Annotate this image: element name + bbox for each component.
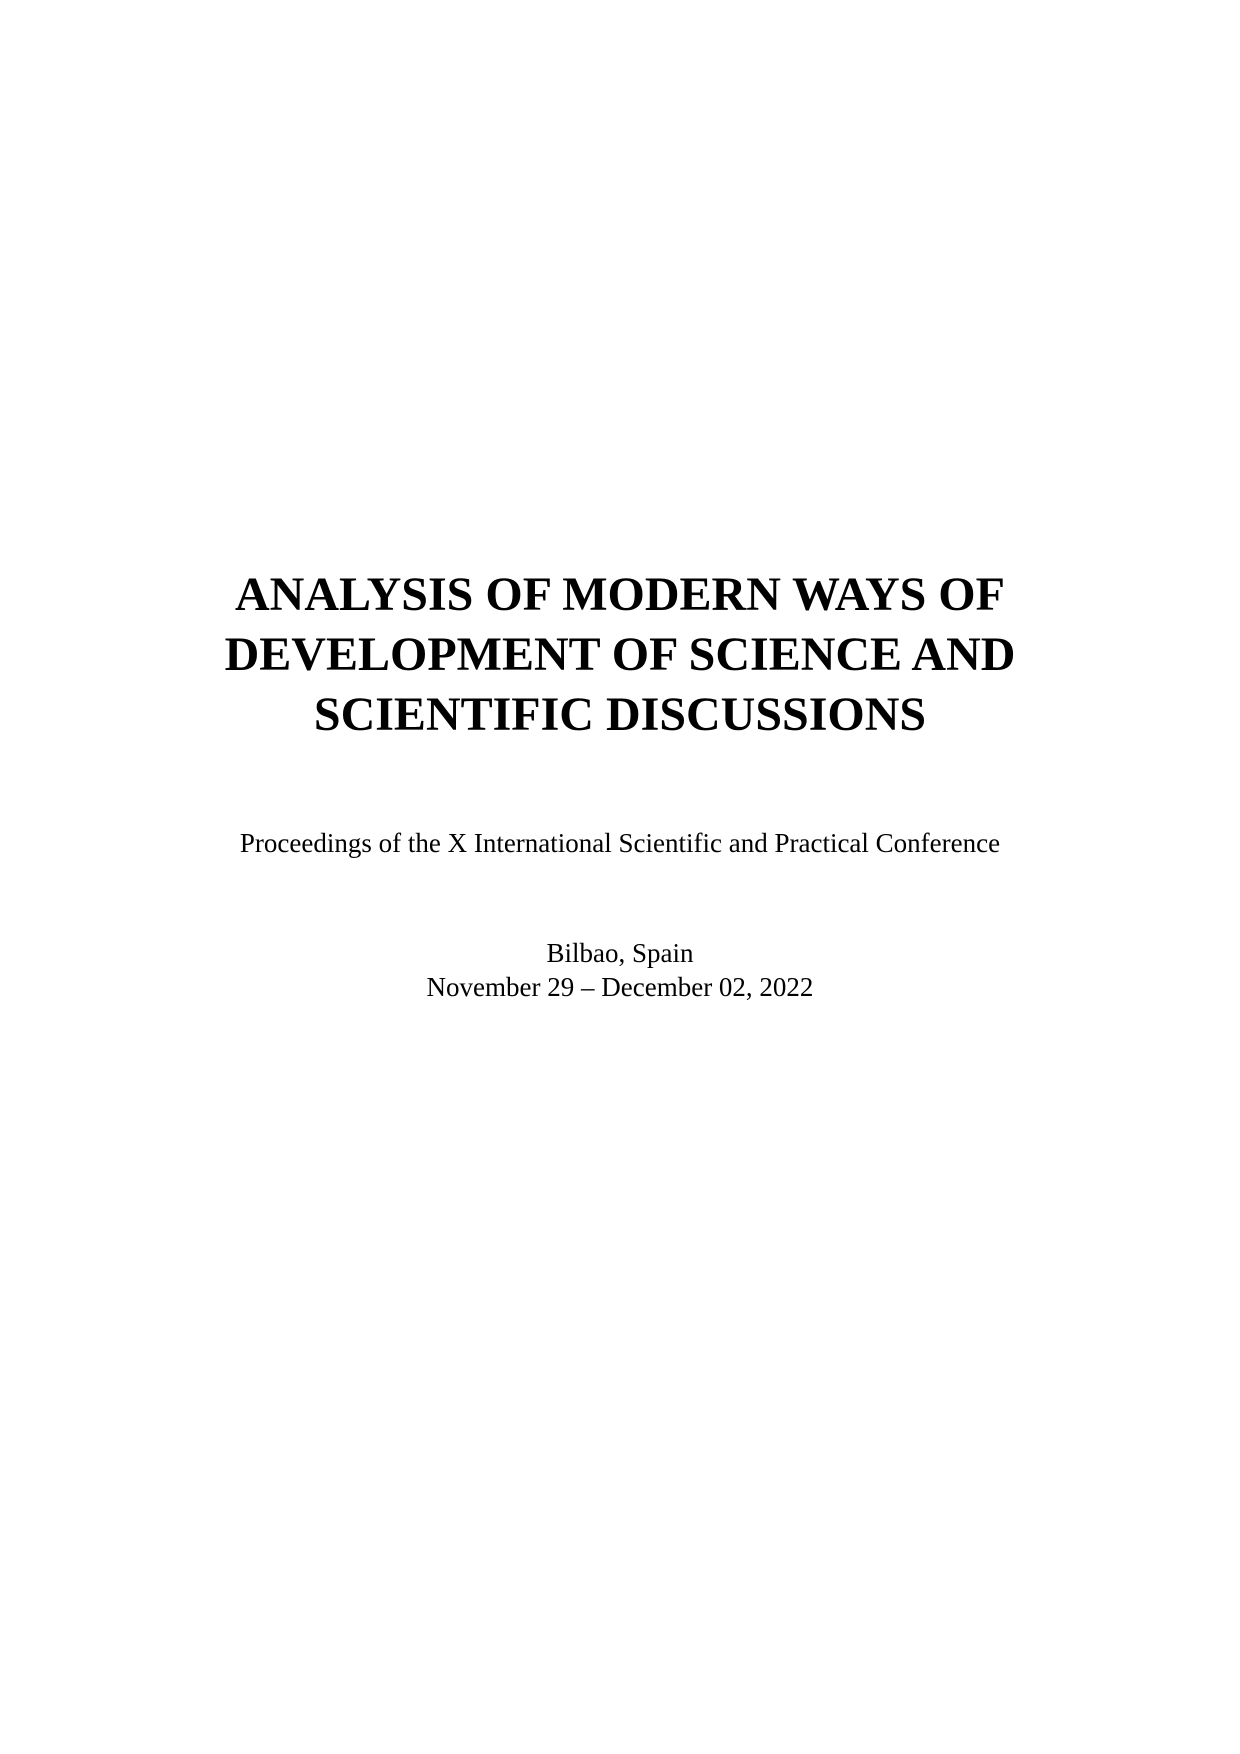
venue-block <box>120 936 1120 1004</box>
title-line-3: SCIENTIFIC DISCUSSIONS <box>313 688 927 741</box>
venue-dates: November 29 – December 02, 2022 <box>426 972 814 1002</box>
title-line-1: ANALYSIS OF MODERN WAYS OF <box>235 568 1005 621</box>
document-subtitle: Proceedings of the X International Scientific and Practical Conference <box>239 828 1001 858</box>
title-line-2: DEVELOPMENT OF SCIENCE AND <box>224 628 1016 681</box>
venue-location: Bilbao, Spain <box>546 938 694 968</box>
document-title <box>120 565 1120 745</box>
